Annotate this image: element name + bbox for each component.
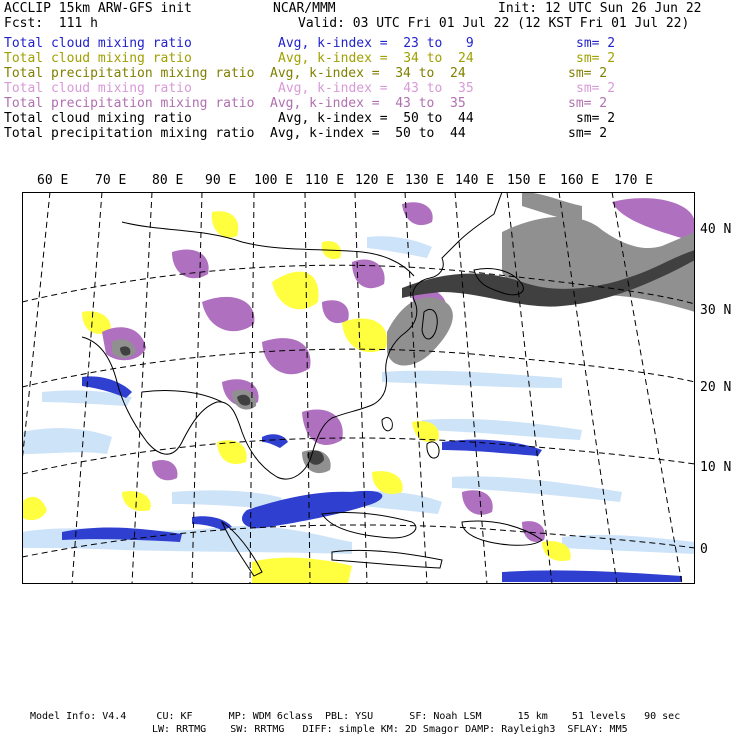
field-name: Total cloud mixing ratio — [4, 36, 192, 51]
field-name: Total precipitation mixing ratio — [4, 126, 255, 141]
field-sm: sm= 2 — [576, 81, 616, 96]
field-sm: sm= 2 — [568, 126, 608, 141]
field-sm: sm= 2 — [568, 66, 608, 81]
lon-label: 80 E — [152, 173, 184, 188]
lon-label: 70 E — [95, 173, 127, 188]
lat-label: 20 N — [700, 380, 732, 395]
field-desc: Avg, k-index = 50 to 44 — [278, 111, 474, 126]
field-desc: Avg, k-index = 34 to 24 — [270, 66, 466, 81]
lat-label: 0 — [700, 542, 708, 557]
model-info-line2: LW: RRTMG SW: RRTMG DIFF: simple KM: 2D Smagor DAMP: Rayleigh3 SFLAY: MM5 — [152, 724, 628, 735]
field-desc: Avg, k-index = 43 to 35 — [270, 96, 466, 111]
lon-label: 150 E — [507, 173, 547, 188]
field-desc: Avg, k-index = 50 to 44 — [270, 126, 466, 141]
field-sm: sm= 2 — [576, 36, 616, 51]
lat-label: 30 N — [700, 303, 732, 318]
lon-label: 170 E — [614, 173, 654, 188]
lon-label: 100 E — [254, 173, 294, 188]
map-title: ACCLIP 15km ARW-GFS init — [4, 1, 192, 16]
field-sm: sm= 2 — [568, 96, 608, 111]
lat-label: 10 N — [700, 460, 732, 475]
lon-label: 160 E — [560, 173, 600, 188]
valid-time: Valid: 03 UTC Fri 01 Jul 22 (12 KST Fri 01 Jul 22) — [298, 16, 690, 31]
model-info-line1: Model Info: V4.4 CU: KF MP: WDM 6class PBL: YSU SF: Noah LSM 15 km 51 levels 90 sec — [30, 711, 681, 722]
field-name: Total precipitation mixing ratio — [4, 66, 255, 81]
init-time: Init: 12 UTC Sun 26 Jun 22 — [498, 1, 702, 16]
lon-label: 120 E — [355, 173, 395, 188]
lat-label: 40 N — [700, 222, 732, 237]
field-desc: Avg, k-index = 23 to 9 — [278, 36, 474, 51]
field-name: Total cloud mixing ratio — [4, 111, 192, 126]
lon-label: 90 E — [205, 173, 237, 188]
field-name: Total precipitation mixing ratio — [4, 96, 255, 111]
field-desc: Avg, k-index = 34 to 24 — [278, 51, 474, 66]
lon-label: 60 E — [37, 173, 69, 188]
field-name: Total cloud mixing ratio — [4, 51, 192, 66]
forecast-map — [22, 192, 695, 584]
lon-label: 140 E — [455, 173, 495, 188]
lon-label: 110 E — [305, 173, 345, 188]
field-sm: sm= 2 — [576, 51, 616, 66]
forecast-hour: Fcst: 111 h — [4, 16, 98, 31]
field-sm: sm= 2 — [576, 111, 616, 126]
organization: NCAR/MMM — [273, 1, 336, 16]
lon-label: 130 E — [405, 173, 445, 188]
field-name: Total cloud mixing ratio — [4, 81, 192, 96]
field-desc: Avg, k-index = 43 to 35 — [278, 81, 474, 96]
